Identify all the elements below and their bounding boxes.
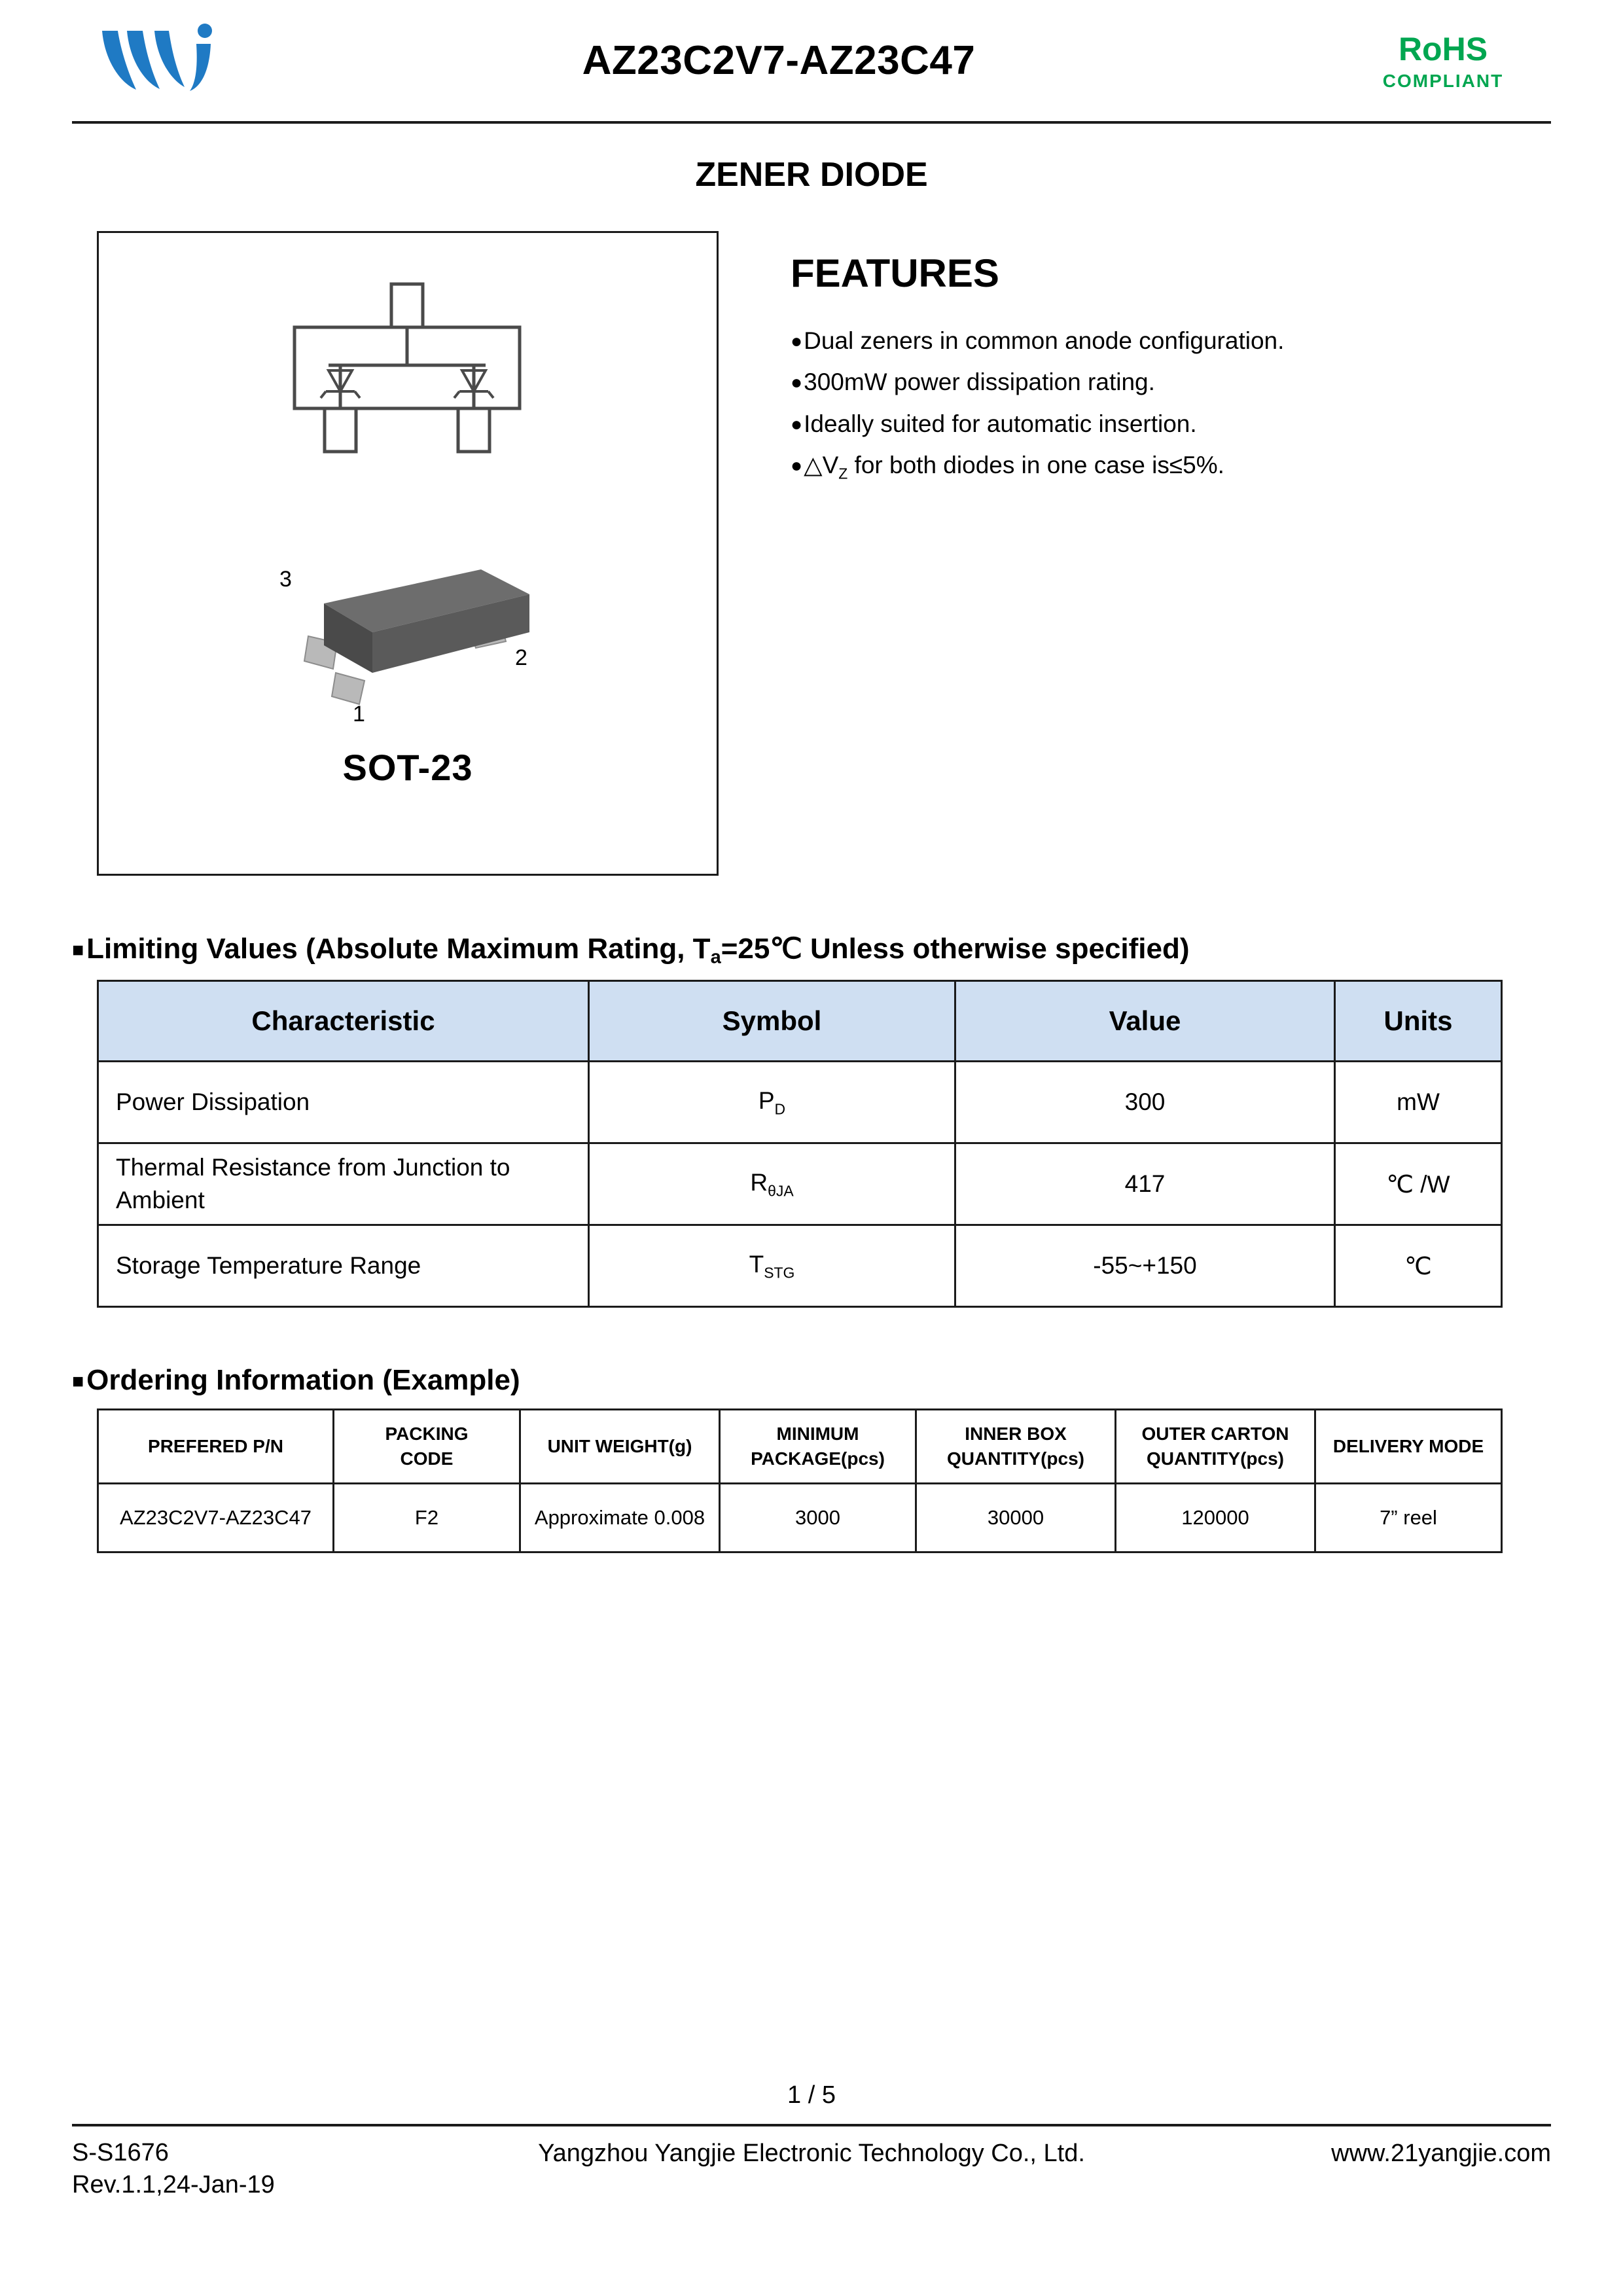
package-and-features xyxy=(72,231,1551,876)
cell-characteristic: Power Dissipation xyxy=(98,1062,589,1143)
company-website: www.21yangjie.com xyxy=(1331,2140,1551,2167)
company-name: Yangzhou Yangjie Electronic Technology Co., Ltd. xyxy=(538,2140,1085,2167)
cell-units: ℃ /W xyxy=(1335,1143,1502,1225)
ordering-heading-text: Ordering Information (Example) xyxy=(86,1364,520,1397)
square-bullet-icon: ■ xyxy=(72,939,84,961)
header-line-1: INNER BOX xyxy=(965,1424,1067,1444)
header-line-2: QUANTITY(pcs) xyxy=(1147,1448,1284,1469)
cell-value: -55~+150 xyxy=(955,1225,1335,1307)
feature-text-suffix: for both diodes in one case is≤5%. xyxy=(847,452,1224,479)
limiting-values-heading xyxy=(72,932,1551,968)
feature-item xyxy=(791,446,1551,486)
header-line-2: QUANTITY(pcs) xyxy=(947,1448,1084,1469)
page-title: AZ23C2V7-AZ23C47 xyxy=(582,38,976,83)
package-figure xyxy=(97,231,719,876)
features-section xyxy=(719,231,1551,876)
header-line-2: CODE xyxy=(400,1448,454,1469)
limiting-heading-suffix: =25℃ Unless otherwise specified) xyxy=(721,933,1190,965)
cell-characteristic: Thermal Resistance from Junction to Ambient xyxy=(98,1143,589,1225)
logo-mark xyxy=(98,22,236,100)
header-line-1: MINIMUM xyxy=(776,1424,859,1444)
table-row xyxy=(98,1062,1502,1143)
column-header-prefered-pn xyxy=(98,1410,334,1484)
bullet-icon: ● xyxy=(791,372,803,394)
package-name: SOT-23 xyxy=(342,747,473,788)
symbol-main: P xyxy=(758,1086,775,1114)
column-header-minimum-package xyxy=(720,1410,916,1484)
header-line-2: PACKAGE(pcs) xyxy=(751,1448,885,1469)
cell-prefered-pn: AZ23C2V7-AZ23C47 xyxy=(98,1484,334,1552)
cell-units: ℃ xyxy=(1335,1225,1502,1307)
header-line-1: OUTER CARTON xyxy=(1141,1424,1289,1444)
page-header xyxy=(72,0,1551,124)
cell-minimum-package: 3000 xyxy=(720,1484,916,1552)
table-row xyxy=(98,1484,1502,1552)
feature-text: 300mW power dissipation rating. xyxy=(804,368,1155,396)
cell-inner-box: 30000 xyxy=(916,1484,1116,1552)
column-header-packing-code xyxy=(334,1410,520,1484)
feature-text-prefix: △V xyxy=(804,452,839,479)
column-header-unit-weight xyxy=(520,1410,720,1484)
ordering-information-heading xyxy=(72,1364,1551,1397)
cell-unit-weight: Approximate 0.008 xyxy=(520,1484,720,1552)
cell-symbol xyxy=(589,1225,955,1307)
column-header-value: Value xyxy=(955,981,1335,1062)
table-row xyxy=(98,1143,1502,1225)
feature-item xyxy=(791,363,1551,401)
bullet-icon: ● xyxy=(791,331,803,352)
pin-label-3: 3 xyxy=(279,567,292,592)
header-line-1: PACKING xyxy=(385,1424,469,1444)
column-header-outer-carton xyxy=(1116,1410,1315,1484)
schematic-symbol-icon xyxy=(99,279,717,475)
cell-packing-code: F2 xyxy=(334,1484,520,1552)
column-header-characteristic: Characteristic xyxy=(98,981,589,1062)
feature-text-sub: Z xyxy=(838,465,848,482)
feature-text: Ideally suited for automatic insertion. xyxy=(804,410,1197,437)
cell-outer-carton: 120000 xyxy=(1116,1484,1315,1552)
package-photo xyxy=(99,508,717,724)
square-bullet-icon: ■ xyxy=(72,1371,84,1393)
page-footer xyxy=(72,2124,1551,2202)
limiting-heading-prefix: Limiting Values (Absolute Maximum Rating, T xyxy=(86,933,711,965)
feature-item xyxy=(791,322,1551,359)
table-header-row xyxy=(98,1410,1502,1484)
document-code: S-S1676 xyxy=(72,2139,169,2166)
footer-left xyxy=(72,2137,478,2202)
symbol-main: T xyxy=(749,1250,764,1278)
cell-characteristic: Storage Temperature Range xyxy=(98,1225,589,1307)
cell-value: 300 xyxy=(955,1062,1335,1143)
page-number: 1 / 5 xyxy=(787,2081,836,2109)
ordering-information-table xyxy=(97,1408,1503,1553)
cell-value: 417 xyxy=(955,1143,1335,1225)
header-line-1: DELIVERY MODE xyxy=(1332,1436,1484,1457)
column-header-delivery-mode xyxy=(1315,1410,1502,1484)
pin-label-1: 1 xyxy=(353,702,365,724)
cell-symbol xyxy=(589,1062,955,1143)
column-header-units: Units xyxy=(1335,981,1502,1062)
feature-text: Dual zeners in common anode configuration. xyxy=(804,327,1285,354)
cell-units: mW xyxy=(1335,1062,1502,1143)
limiting-values-table xyxy=(97,980,1503,1308)
feature-item xyxy=(791,405,1551,442)
symbol-sub: D xyxy=(774,1100,786,1117)
rohs-label: RoHS xyxy=(1398,30,1488,67)
rohs-badge xyxy=(1335,29,1551,93)
bullet-icon: ● xyxy=(791,413,803,435)
header-line-1: PREFERED P/N xyxy=(148,1436,283,1457)
pin-label-2: 2 xyxy=(515,645,527,670)
features-list xyxy=(791,322,1551,486)
symbol-main: R xyxy=(750,1168,768,1196)
column-header-symbol: Symbol xyxy=(589,981,955,1062)
document-revision: Rev.1.1,24-Jan-19 xyxy=(72,2171,275,2199)
rohs-compliant-label: COMPLIANT xyxy=(1382,71,1504,92)
header-line-1: UNIT WEIGHT(g) xyxy=(547,1436,692,1457)
cell-delivery-mode: 7” reel xyxy=(1315,1484,1502,1552)
symbol-sub: θJA xyxy=(768,1181,794,1199)
features-heading: FEATURES xyxy=(791,251,999,295)
table-row xyxy=(98,1225,1502,1307)
limiting-heading-sub: a xyxy=(710,946,721,968)
table-header-row xyxy=(98,981,1502,1062)
product-subtitle: ZENER DIODE xyxy=(695,156,928,194)
bullet-icon: ● xyxy=(791,455,803,477)
column-header-inner-box xyxy=(916,1410,1116,1484)
symbol-sub: STG xyxy=(764,1263,795,1281)
cell-symbol xyxy=(589,1143,955,1225)
